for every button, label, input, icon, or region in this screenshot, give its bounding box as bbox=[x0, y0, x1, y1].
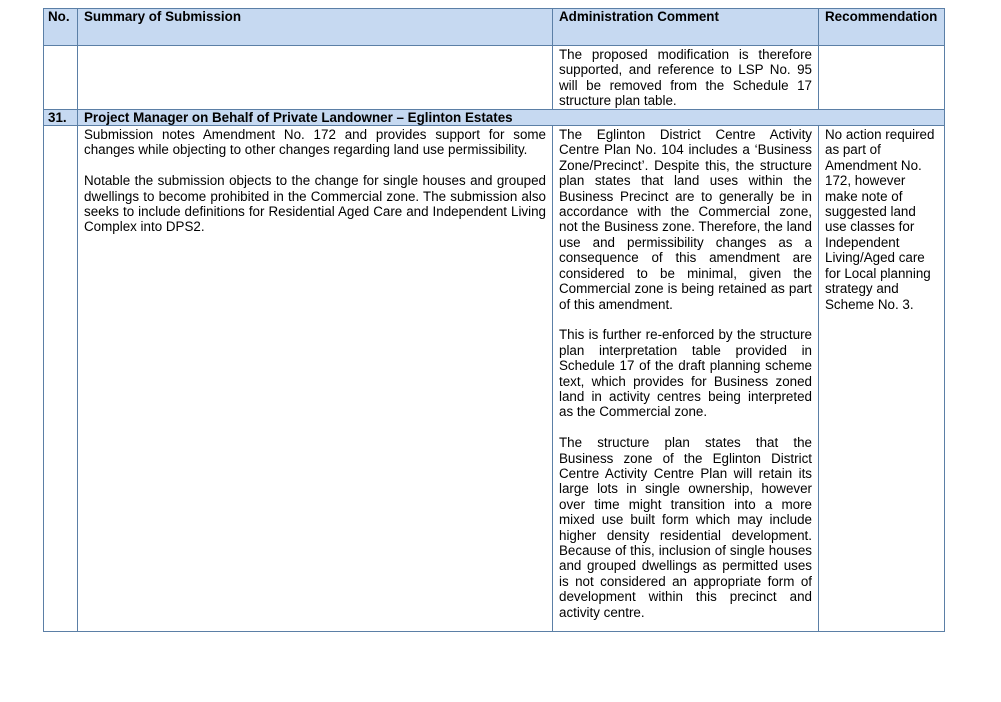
submissions-table bbox=[43, 8, 945, 632]
summary-paragraph-1: Submission notes Amendment No. 172 and provides support for some changes while objecting to other changes regarding land use permissibility. bbox=[84, 127, 546, 158]
admin-paragraph-3: The structure plan states that the Business zone of the Eglinton District Centre Activity Centre Plan will retain its large lots in single ownership, however over time might transition into a more mixed use built form which may include higher density residential development. Because of this, inclusion of single houses and grouped dwellings as permitted uses is not considered an appropriate form of development within this precinct and activity centre. bbox=[559, 435, 812, 620]
admin-paragraph-2: This is further re-enforced by the structure plan interpretation table provided in Schedule 17 of the draft planning scheme text, which provides for Business zoned land in activity centres being interpreted as the Commercial zone. bbox=[559, 327, 812, 420]
section-title: Project Manager on Behalf of Private Landowner – Eglinton Estates bbox=[78, 109, 945, 125]
section-row bbox=[44, 109, 945, 125]
header-summary: Summary of Submission bbox=[78, 9, 553, 46]
header-recommendation: Recommendation bbox=[819, 9, 945, 46]
continuation-summary-cell bbox=[78, 46, 553, 110]
submission-recommendation-cell: No action required as part of Amendment No. 172, however make note of suggested land use classes for Independent Living/Aged care for Local planning strategy and Scheme No. 3. bbox=[819, 126, 945, 632]
submission-no-cell bbox=[44, 126, 78, 632]
submission-summary-cell bbox=[78, 126, 553, 632]
continuation-no-cell bbox=[44, 46, 78, 110]
section-number: 31. bbox=[44, 109, 78, 125]
continuation-row bbox=[44, 46, 945, 110]
header-row bbox=[44, 9, 945, 46]
admin-paragraph-1: The Eglinton District Centre Activity Centre Plan No. 104 includes a ‘Business Zone/Precinct’. Despite this, the structure plan states that land uses within the Business Precinct are to generally be in accordance with the Commercial zone, not the Business zone. Therefore, the land use and permissibility changes as a consequence of this amendment are considered to be minimal, given the Commercial zone is being retained as part of this amendment. bbox=[559, 127, 812, 312]
submission-admin-cell bbox=[553, 126, 819, 632]
submission-row bbox=[44, 126, 945, 632]
continuation-admin-cell: The proposed modification is therefore supported, and reference to LSP No. 95 will be removed from the Schedule 17 structure plan table. bbox=[553, 46, 819, 110]
continuation-recommendation-cell bbox=[819, 46, 945, 110]
summary-paragraph-2: Notable the submission objects to the change for single houses and grouped dwellings to become prohibited in the Commercial zone. The submission also seeks to include definitions for Residential Aged Care and Independent Living Complex into DPS2. bbox=[84, 173, 546, 235]
header-no: No. bbox=[44, 9, 78, 46]
header-admin-comment: Administration Comment bbox=[553, 9, 819, 46]
